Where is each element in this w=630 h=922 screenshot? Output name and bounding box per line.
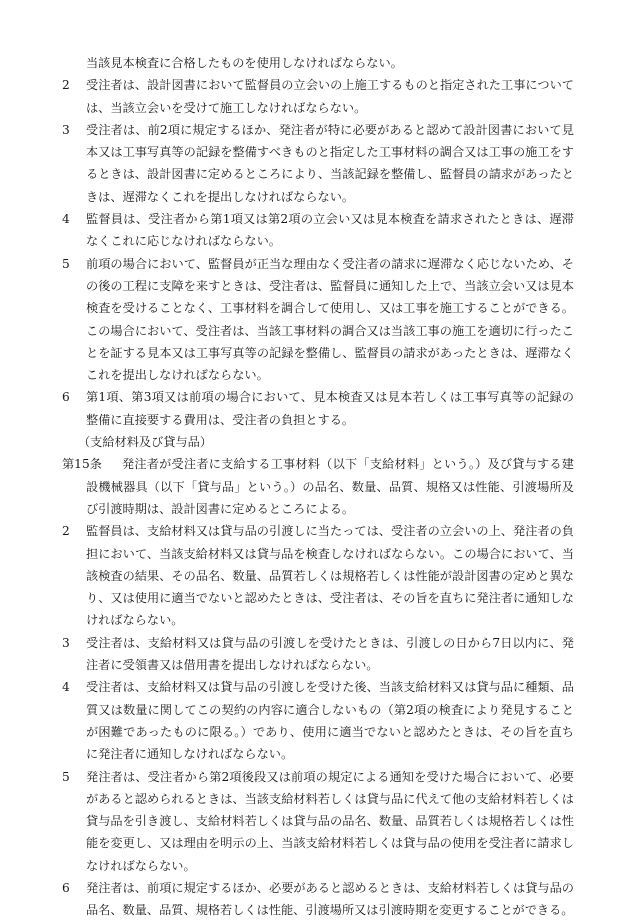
clause-text: 第1項、第3項又は前項の場合において、見本検査又は見本若しくは工事写真等の記録の整備に直接要する費用は、受注者の負担とする。 (86, 390, 574, 427)
clause-item (62, 208, 574, 253)
clause-text: 監督員は、支給材料又は貸与品の引渡しに当たっては、受注者の立会いの上、発注者の負担において、当該支給材料又は貸与品を検査しなければならない。この場合において、当該検査の結果、その品名、数量、品質若しくは規格若しくは性能が設計図書の定めと異なり、又は使用に適当でないと認めたときは、受注者は、その旨を直ちに発注者に通知しなければならない。 (86, 524, 574, 628)
clause-text: 発注者は、前項に規定するほか、必要があると認めるときは、支給材料若しくは貸与品の品名、数量、品質、規格若しくは性能、引渡場所又は引渡時期を変更することができる。 (86, 880, 574, 918)
clause-text: 受注者は、前2項に規定するほか、発注者が特に必要があると認めて設計図書において見本又は工事写真等の記録を整備すべきものと指定した工事材料の調合又は工事の施工をするときは、設計図書に定めるところにより、当該記録を整備し、監督員の請求があったときは、遅滞なくこれを提出しなければならない。 (86, 122, 574, 204)
clause-item (62, 386, 574, 431)
clause-text: 発注者は、受注者から第2項後段又は前項の規定による通知を受けた場合において、必要があると認められるときは、当該支給材料若しくは貸与品に代えて他の支給材料若しくは貸与品を引き渡し、支給材料若しくは貸与品の品名、数量、品質若しくは規格若しくは性能を変更し、又は理由を明示の上、当該支給材料若しくは貸与品の使用を受注者に請求しなければならない。 (86, 769, 574, 873)
clause-item (62, 766, 574, 877)
clause-number: 3 (62, 635, 70, 650)
clause-item (62, 676, 574, 765)
clause-item (62, 119, 574, 208)
clause-item (62, 253, 574, 387)
clause-text: 受注者は、支給材料又は貸与品の引渡しを受けた後、当該支給材料又は貸与品に種類、品質又は数量に関してこの契約の内容に適合しないもの（第2項の検査により発見することが困難であったものに限る。）であり、使用に適当でないと認めたときは、その旨を直ちに発注者に通知しなければならない。 (86, 680, 574, 762)
clause-item (62, 877, 574, 922)
article-caption: （支給材料及び貸与品） (78, 435, 213, 450)
continued-paragraph: 当該見本検査に合格したものを使用しなければならない。 (86, 56, 403, 70)
clause-number: 6 (62, 390, 70, 405)
clause-number: 2 (62, 78, 70, 93)
clause-number: 4 (62, 680, 70, 695)
clause-text: 受注者は、支給材料又は貸与品の引渡しを受けたときは、引渡しの日から7日以内に、発注者に受領書又は借用書を提出しなければならない。 (86, 635, 574, 673)
clause-number: 4 (62, 212, 70, 227)
article-heading-paragraph (62, 453, 574, 520)
clause-number: 2 (62, 524, 70, 539)
clause-item (62, 632, 574, 677)
clause-number: 5 (62, 256, 70, 271)
document-page (62, 52, 574, 922)
clause-text: 前項の場合において、監督員が正当な理由なく受注者の請求に遅滞なく応じないため、その後の工程に支障を来すときは、受注者は、監督員に通知した上で、当該立会い又は見本検査を受けることなく、工事材料を調合して使用し、又は工事を施工することができる。この場合において、受注者は、当該工事材料の調合又は当該工事の施工を適切に行ったことを証する見本又は工事写真等の記録を整備し、監督員の請求があったときは、遅滞なくこれを提出しなければならない。 (86, 256, 574, 383)
clause-item (62, 74, 574, 119)
clause-number: 3 (62, 122, 70, 137)
clause-text: 受注者は、設計図書において監督員の立会いの上施工するものと指定された工事については、当該立会いを受けて施工しなければならない。 (86, 78, 574, 115)
clause-number: 5 (62, 769, 70, 784)
clause-number: 6 (62, 880, 70, 895)
clause-item (62, 520, 574, 631)
article-number: 第15条 (62, 457, 102, 472)
article-text: 発注者が受注者に支給する工事材料（以下「支給材料」という。）及び貸与する建設機械器具（以下「貸与品」という。）の品名、数量、品質、規格又は性能、引渡場所及び引渡時期は、設計図書に定めるところによる。 (86, 457, 574, 516)
clause-text: 監督員は、受注者から第1項又は第2項の立会い又は見本検査を請求されたときは、遅滞なくこれに応じなければならない。 (86, 212, 574, 249)
